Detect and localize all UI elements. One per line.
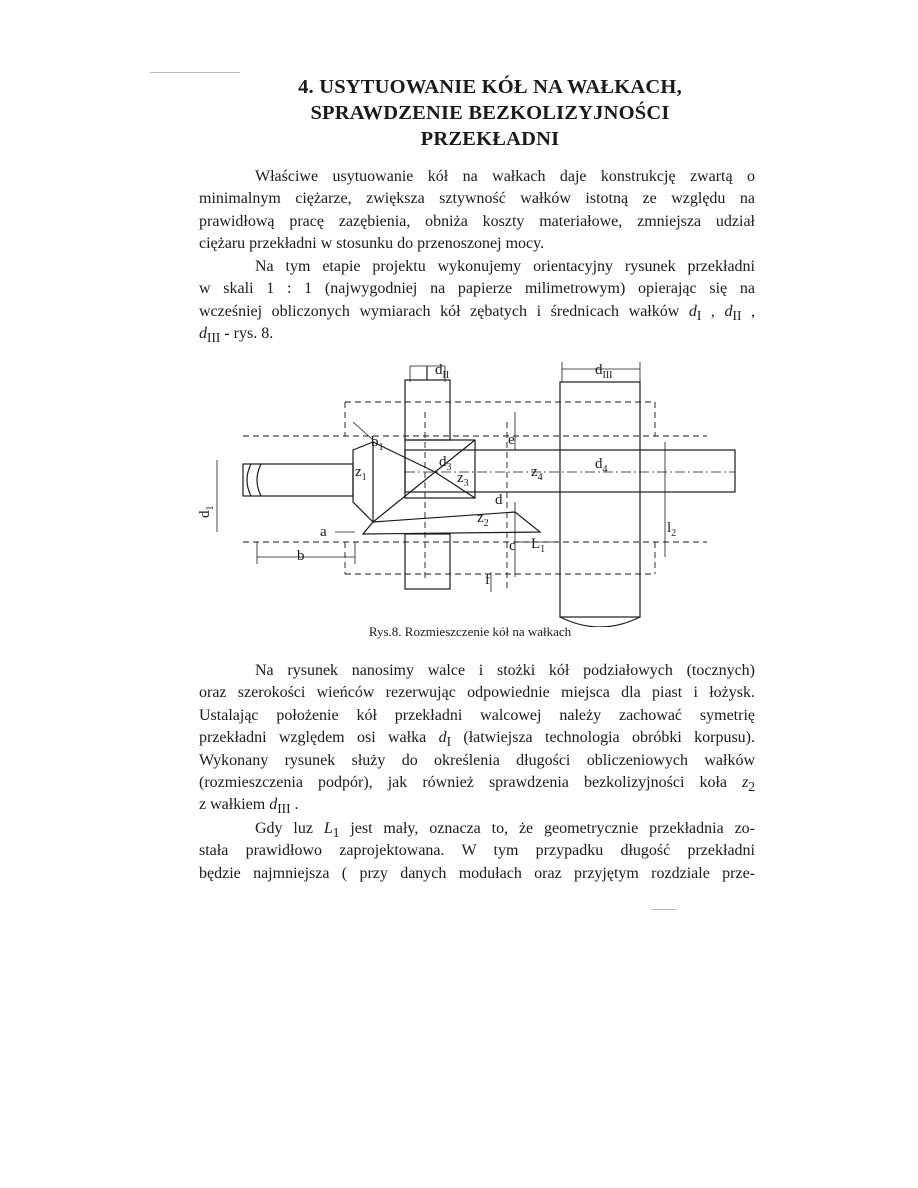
paragraph-4-line: stała prawidłowo zaprojektowana. W tym przypadku długość przekładni xyxy=(199,842,755,860)
paragraph-2-line: $d_{III}$ - rys. 8. xyxy=(199,325,274,346)
symbol-d: d xyxy=(199,325,207,343)
title-line-3: PRZEKŁADNI xyxy=(420,128,560,150)
paragraph-3-line: (rozmieszczenia podpór), jak również sprawdzenia bezkolizyjności koła $z_2$ xyxy=(199,773,755,795)
paragraph-3-line: Wykonany rysunek służy do określenia długości obliczeniowych wałków xyxy=(199,751,755,769)
paragraph-1 xyxy=(199,166,755,256)
paragraph-3-line: z wałkiem $d_{III}$ . xyxy=(199,796,299,817)
paragraph-3 xyxy=(199,660,755,817)
label-l2: $l_2$ xyxy=(667,520,677,539)
title-line-1: 4. USYTUOWANIE KÓŁ NA WAŁKACH, xyxy=(298,76,682,98)
scan-artifact-line xyxy=(150,72,240,73)
label-z-2: $z_2$ xyxy=(477,510,489,529)
label-b: b xyxy=(297,548,305,564)
paragraph-2-line: wcześniej obliczonych wymiarach kół zębatych i średnicach wałków $d_I$ , $d_{II}$ , xyxy=(199,302,756,323)
label-f: f xyxy=(485,572,490,588)
label-d: d xyxy=(495,492,503,508)
page-title xyxy=(250,74,730,152)
figure-reference: - rys. 8. xyxy=(220,325,274,343)
paragraph-3-line: przekładni względem osi wałka $d_I$ (łatwiejsza technologia obróbki korpusu). xyxy=(199,729,756,750)
figure-8-shaft-layout xyxy=(195,352,755,627)
paragraph-4-line: będzie najmniejsza ( przy danych modułach oraz przyjętym rozdziale prze- xyxy=(199,864,755,882)
paragraph-1-line: ciężaru przekładni w stosunku do przenoszonej mocy. xyxy=(199,235,545,253)
paragraph-2-line: Na tym etapie projektu wykonujemy orientacyjny rysunek przekładni xyxy=(255,258,755,275)
title-line-2: SPRAWDZENIE BEZKOLIZYJNOŚCI xyxy=(310,102,670,124)
label-b-1: $b_1$ xyxy=(371,434,384,453)
paragraph-3-line: Ustalając położenie kół przekładni walcowej należy zachować symetrię xyxy=(199,706,755,724)
label-d-3: $d_3$ xyxy=(439,454,452,473)
paragraph-4-line: Gdy luz $L_1$ jest mały, oznacza to, że geometrycznie przekładnia zo- xyxy=(255,820,755,841)
label-z-1: $z_1$ xyxy=(355,464,367,483)
paragraph-2-line: w skali 1 : 1 (najwygodniej na papierze milimetrowym) opierając się na xyxy=(199,280,755,298)
label-d-II: $d_{II}$ xyxy=(435,362,450,381)
label-a: a xyxy=(320,524,327,540)
label-d-III: $d_{III}$ xyxy=(595,362,613,381)
paragraph-1-line: Właściwe usytuowanie kół na wałkach daje konstrukcję zwartą o xyxy=(255,168,755,185)
paragraph-3-line: oraz szerokości wieńców rezerwując odpowiednie miejsca dla piast i łożysk. xyxy=(199,684,755,702)
label-d-1: $d_1$ xyxy=(197,505,216,518)
scan-artifact-line xyxy=(652,909,676,910)
paragraph-1-line: prawidłową pracę zazębienia, obniża koszty materiałowe, zmniejsza udział xyxy=(199,212,755,230)
paragraph-2-line-text: wcześniej obliczonych wymiarach kół zębatych i średnicach wałków xyxy=(199,302,680,320)
label-z-3: $z_3$ xyxy=(457,470,469,489)
label-d-4: $d_4$ xyxy=(595,456,608,475)
figure-caption: Rys.8. Rozmieszczenie kół na wałkach xyxy=(368,624,572,639)
label-z-4: $z_4$ xyxy=(531,464,543,483)
paragraph-1-line: minimalnym ciężarze, zwiększa sztywność wałków istotną ze względu na xyxy=(199,190,755,208)
label-e: e xyxy=(508,432,515,448)
paragraph-3-line: Na rysunek nanosimy walce i stożki kół podziałowych (tocznych) xyxy=(255,662,755,679)
paragraph-2 xyxy=(199,256,755,346)
label-c: c xyxy=(509,538,516,554)
paragraph-4 xyxy=(199,818,755,885)
label-L1: $L_1$ xyxy=(531,536,546,555)
